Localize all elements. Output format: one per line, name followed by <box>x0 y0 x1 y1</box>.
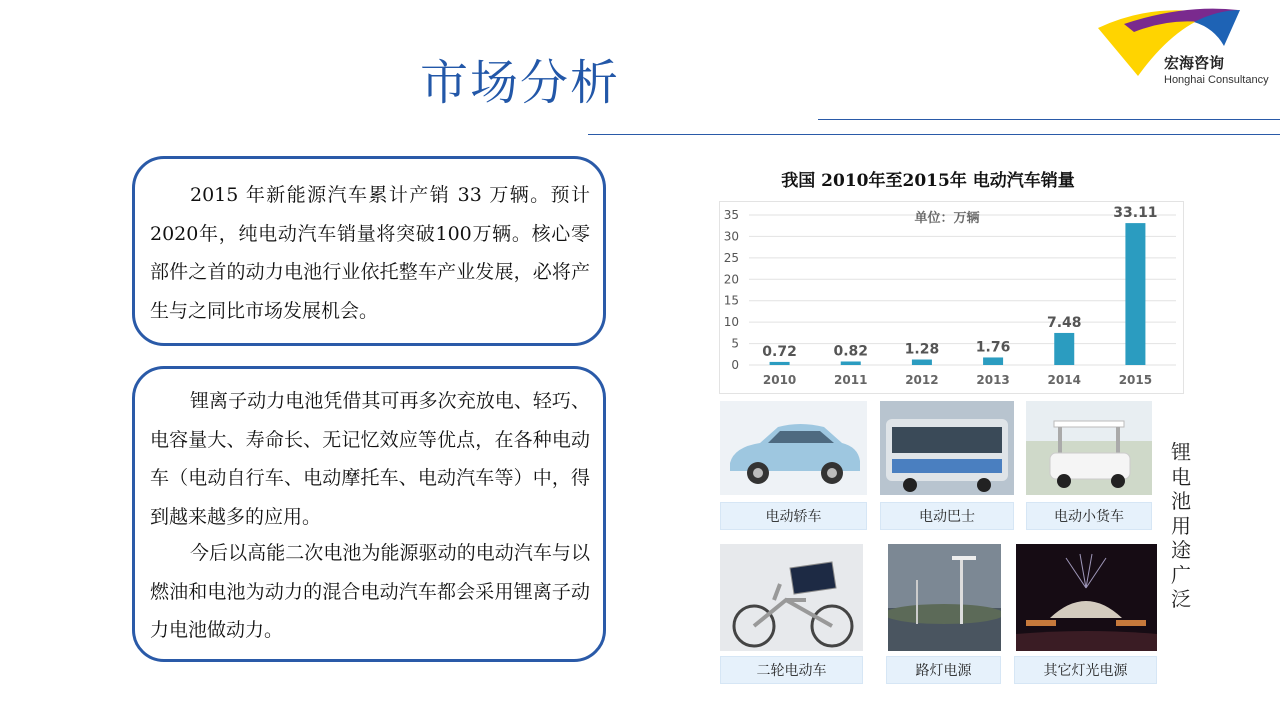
x-tick-label: 2010 <box>762 373 797 387</box>
caption-bus: 电动巴士 <box>880 502 1014 530</box>
header-rule-top <box>818 119 1280 120</box>
x-tick-label: 2015 <box>1118 373 1153 387</box>
bar-2011 <box>841 361 861 365</box>
y-tick-label: 25 <box>723 250 739 265</box>
y-tick-label: 20 <box>723 272 739 287</box>
y-tick-label: 15 <box>723 293 739 308</box>
lithium-usage-vertical-label <box>1169 440 1193 612</box>
vertical-label-char: 电 <box>1171 464 1191 489</box>
vertical-label-char: 池 <box>1171 489 1191 513</box>
caption-street-light: 路灯电源 <box>886 656 1001 684</box>
x-tick-label: 2014 <box>1047 373 1081 387</box>
lithium-paragraph-1: 锂离子动力电池凭借其可再多次充放电、轻巧、电容量大、寿命长、无记忆效应等优点，在各种电动车（电动自行车、电动摩托车、电动汽车等）中，得到越来越多的应用。 <box>150 390 590 528</box>
bar-value-label: 1.76 <box>975 339 1011 356</box>
golf-cart-photo <box>1026 401 1152 495</box>
y-tick-label: 0 <box>731 358 739 372</box>
caption-night-lights: 其它灯光电源 <box>1014 656 1157 684</box>
vertical-label-char: 泛 <box>1171 587 1191 611</box>
caption-solar-bicycle: 二轮电动车 <box>720 656 863 684</box>
page-title: 市场分析 <box>420 55 621 111</box>
solar-bicycle-photo <box>720 544 863 651</box>
sedan-photo <box>720 401 867 495</box>
bar-value-label: 7.48 <box>1046 314 1082 331</box>
logo-name-en: Honghai Consultancy <box>1164 74 1269 86</box>
caption-sedan: 电动轿车 <box>720 502 867 530</box>
sales-bar-chart <box>719 201 1184 394</box>
bar-value-label: 0.72 <box>762 343 797 360</box>
logo-name-cn: 宏海咨询 <box>1164 54 1225 72</box>
bar-value-label: 1.28 <box>904 341 940 358</box>
lithium-paragraph-2: 今后以高能二次电池为能源驱动的电动汽车与以燃油和电池为动力的混合电动汽车都会采用锂离子动力电池做动力。 <box>150 542 590 641</box>
vertical-label-char: 途 <box>1171 538 1191 562</box>
bar-2014 <box>1054 333 1074 365</box>
bar-2015 <box>1125 223 1145 365</box>
street-light-photo <box>888 544 1001 651</box>
bar-value-label: 0.82 <box>833 343 869 360</box>
vertical-label-char: 广 <box>1171 562 1191 587</box>
bar-2012 <box>912 360 932 365</box>
chart-title: 我国 2010年至2015年 电动汽车销量 <box>781 171 1075 191</box>
vertical-label-char: 用 <box>1171 513 1191 538</box>
bar-2010 <box>770 362 790 365</box>
market-paragraph: 2015 年新能源汽车累计产销 33 万辆。预计2020年，纯电动汽车销量将突破100万辆。核心零部件之首的动力电池行业依托整车产业发展，必将产生与之同比市场发展机会。 <box>150 184 590 322</box>
bus-photo <box>880 401 1014 495</box>
y-tick-label: 30 <box>723 229 739 244</box>
x-tick-label: 2012 <box>905 373 939 387</box>
vertical-label-char: 锂 <box>1171 440 1191 464</box>
y-tick-label: 10 <box>723 315 739 330</box>
y-tick-label: 5 <box>731 336 739 351</box>
chart-unit-label: 单位：万辆 <box>914 211 980 226</box>
header-rule-bottom <box>588 134 1280 135</box>
y-tick-label: 35 <box>723 208 739 222</box>
bar-value-label: 33.11 <box>1113 205 1158 222</box>
night-lights-photo <box>1016 544 1157 651</box>
caption-golf-cart: 电动小货车 <box>1026 502 1152 530</box>
bar-2013 <box>983 357 1003 365</box>
x-tick-label: 2011 <box>834 373 868 387</box>
x-tick-label: 2013 <box>976 373 1010 387</box>
